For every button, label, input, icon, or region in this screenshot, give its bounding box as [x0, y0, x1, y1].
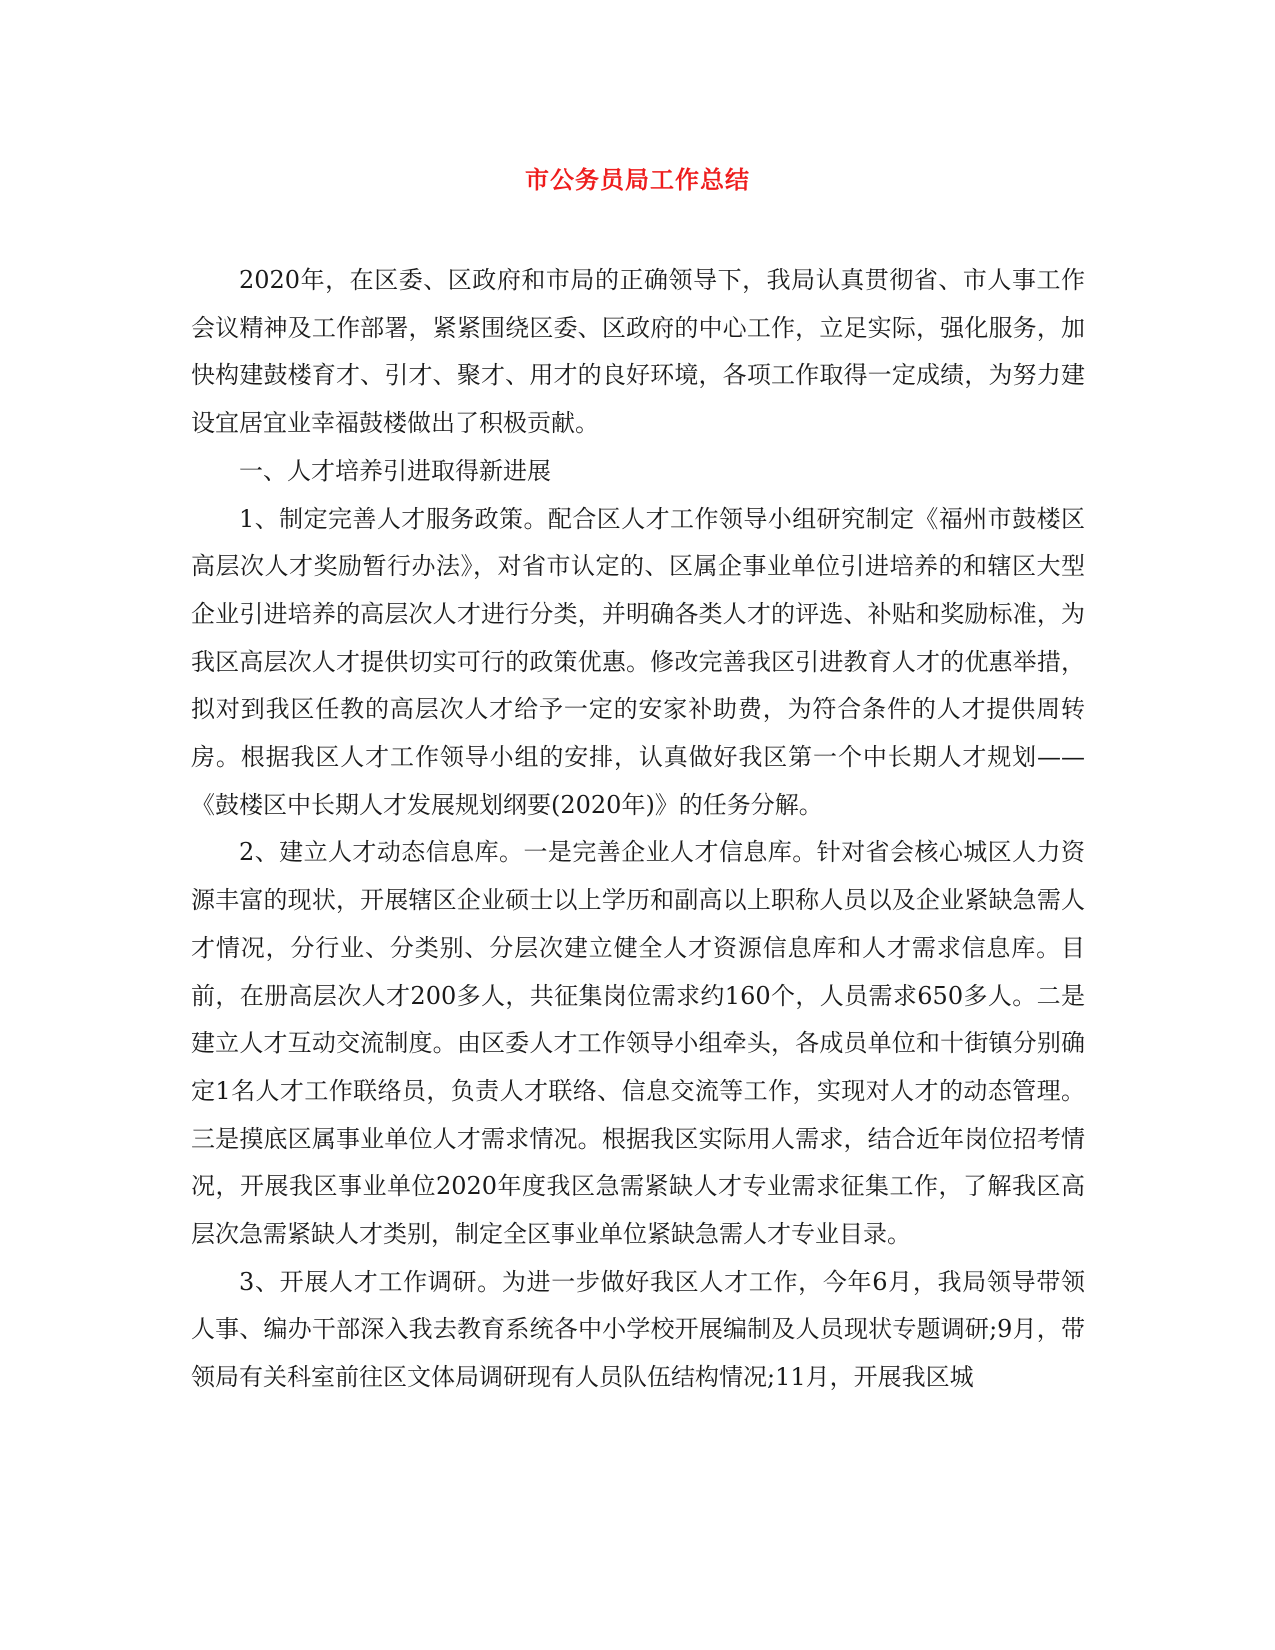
document-body	[191, 257, 1085, 1402]
paragraph-item-2: 2、建立人才动态信息库。一是完善企业人才信息库。针对省会核心城区人力资源丰富的现状，开展辖区企业硕士以上学历和副高以上职称人员以及企业紧缺急需人才情况，分行业、分类别、分层次建立健全人才资源信息库和人才需求信息库。目前，在册高层次人才200多人，共征集岗位需求约160个，人员需求650多人。二是建立人才互动交流制度。由区委人才工作领导小组牵头，各成员单位和十街镇分别确定1名人才工作联络员，负责人才联络、信息交流等工作，实现对人才的动态管理。三是摸底区属事业单位人才需求情况。根据我区实际用人需求，结合近年岗位招考情况，开展我区事业单位2020年度我区急需紧缺人才专业需求征集工作，了解我区高层次急需紧缺人才类别，制定全区事业单位紧缺急需人才专业目录。	[191, 838, 1085, 1249]
paragraph-item-1: 1、制定完善人才服务政策。配合区人才工作领导小组研究制定《福州市鼓楼区高层次人才奖励暂行办法》，对省市认定的、区属企事业单位引进培养的和辖区大型企业引进培养的高层次人才进行分类，并明确各类人才的评选、补贴和奖励标准，为我区高层次人才提供切实可行的政策优惠。修改完善我区引进教育人才的优惠举措，拟对到我区任教的高层次人才给予一定的安家补助费，为符合条件的人才提供周转房。根据我区人才工作领导小组的安排，认真做好我区第一个中长期人才规划——《鼓楼区中长期人才发展规划纲要(2020年)》的任务分解。	[191, 504, 1085, 819]
paragraph-intro: 2020年，在区委、区政府和市局的正确领导下，我局认真贯彻省、市人事工作会议精神及工作部署，紧紧围绕区委、区政府的中心工作，立足实际，强化服务，加快构建鼓楼育才、引才、聚才、用才的良好环境，各项工作取得一定成绩，为努力建设宜居宜业幸福鼓楼做出了积极贡献。	[191, 266, 1085, 438]
paragraph-item-3: 3、开展人才工作调研。为进一步做好我区人才工作，今年6月，我局领导带领人事、编办干部深入我去教育系统各中小学校开展编制及人员现状专题调研;9月，带领局有关科室前往区文体局调研现有人员队伍结构情况;11月，开展我区城	[191, 1267, 1085, 1392]
section-heading: 一、人才培养引进取得新进展	[239, 456, 551, 485]
document-title: 市公务员局工作总结	[525, 165, 750, 194]
